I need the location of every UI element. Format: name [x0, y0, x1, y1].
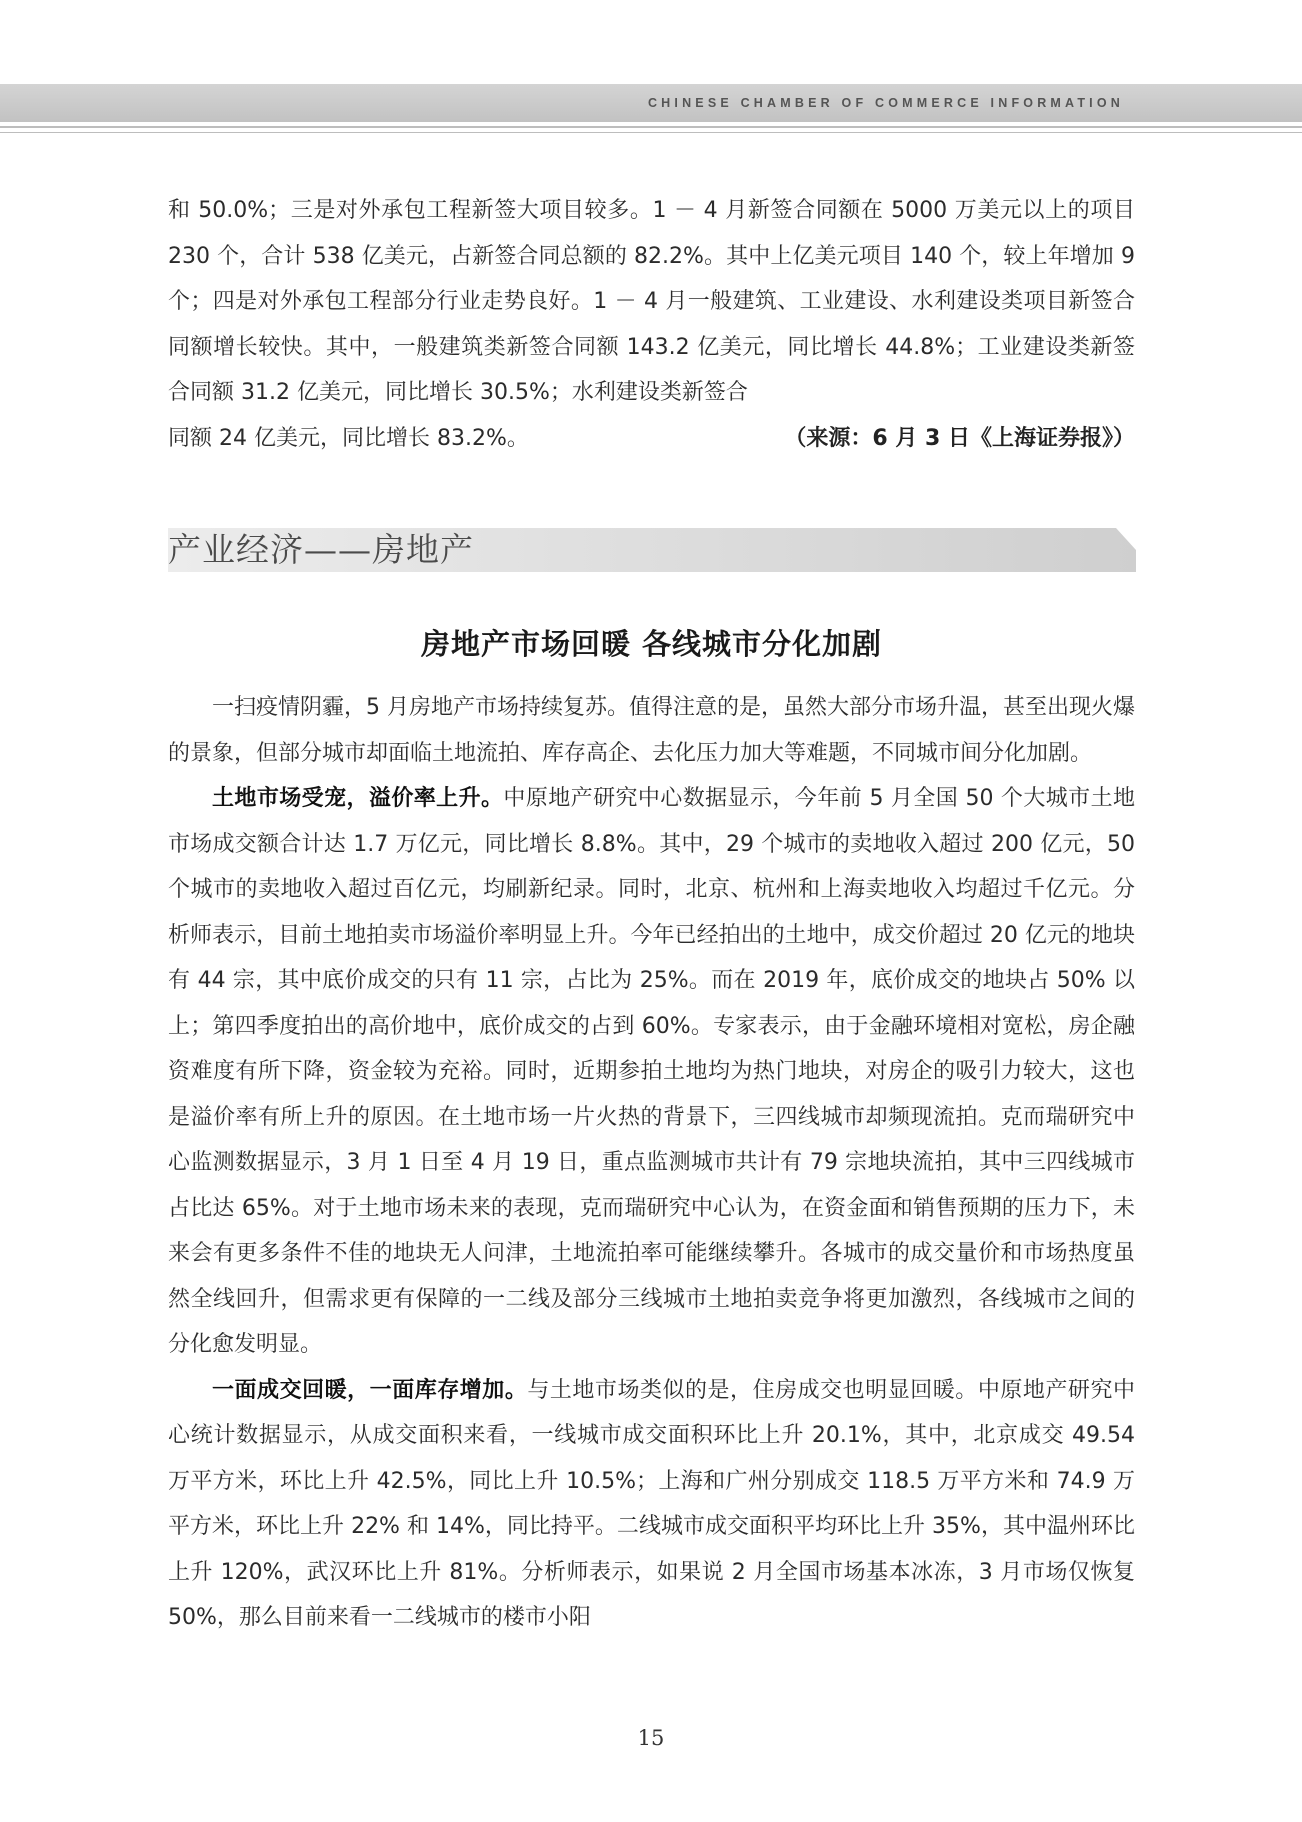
source-line [168, 416, 1135, 462]
source-citation: （来源：6 月 3 日《上海证券报》） [784, 425, 1135, 451]
article-paragraph-land [168, 776, 1135, 1368]
continuation-last-line: 同额 24 亿美元，同比增长 83.2%。 [168, 425, 529, 451]
article-intro: 一扫疫情阴霾，5 月房地产市场持续复苏。值得注意的是，虽然大部分市场升温，甚至出现火爆的景象，但部分城市却面临土地流拍、库存高企、去化压力加大等难题，不同城市间分化加剧。 [168, 695, 1135, 766]
running-header: CHINESE CHAMBER OF COMMERCE INFORMATION [647, 96, 1124, 110]
page-number: 15 [637, 1726, 665, 1750]
paragraph-lead: 一面成交回暖，一面库存增加。 [212, 1377, 528, 1403]
header-rule [0, 126, 1302, 128]
article-paragraph-housing [168, 1368, 1135, 1641]
article-title: 房地产市场回暖 各线城市分化加剧 [420, 627, 883, 661]
header-rule-thin [0, 132, 1302, 133]
paragraph-body: 中原地产研究中心数据显示，今年前 5 月全国 50 个大城市土地市场成交额合计达 1.7 万亿元，同比增长 8.8%。其中，29 个城市的卖地收入超过 200 亿元，50 个城市的卖地收入超过百亿元，均刷新纪录。同时，北京、杭州和上海卖地收入均超过千亿元。分析师表示，目前土地拍卖市场溢价率明显上升。今年已经拍出的土地中，成交价超过 20 亿元的地块有 44 宗，其中底价成交的只有 11 宗，占比为 25%。而在 2019 年，底价成交的地块占 50% 以上；第四季度拍出的高价地中，底价成交的占到 60%。专家表示，由于金融环境相对宽松，房企融资难度有所下降，资金较为充裕。同时，近期参拍土地均为热门地块，对房企的吸引力较大，这也是溢价率有所上升的原因。在土地市场一片火热的背景下，三四线城市却频现流拍。克而瑞研究中心监测数据显示，3 月 1 日至 4 月 19 日，重点监测城市共计有 79 宗地块流拍，其中三四线城市占比达 65%。对于土地市场未来的表现，克而瑞研究中心认为，在资金面和销售预期的压力下，未来会有更多条件不佳的地块无人问津，土地流拍率可能继续攀升。各城市的成交量价和市场热度虽然全线回升，但需求更有保障的一二线及部分三线城市土地拍卖竞争将更加激烈，各线城市之间的分化愈发明显。 [168, 786, 1135, 1357]
paragraph-body: 与土地市场类似的是，住房成交也明显回暖。中原地产研究中心统计数据显示，从成交面积来看，一线城市成交面积环比上升 20.1%，其中，北京成交 49.54 万平方米，环比上升 42.5%，同比上升 10.5%；上海和广州分别成交 118.5 万平方米和 74.9 万平方米，环比上升 22% 和 14%，同比持平。二线城市成交面积平均环比上升 35%，其中温州环比上升 120%，武汉环比上升 81%。分析师表示，如果说 2 月全国市场基本冰冻，3 月市场仅恢复 50%，那么目前来看一二线城市的楼市小阳 [168, 1377, 1135, 1630]
article-body [168, 685, 1135, 1641]
section-title: 产业经济——房地产 [168, 530, 474, 569]
paragraph-lead: 土地市场受宠，溢价率上升。 [212, 786, 504, 811]
continuation-paragraph: 和 50.0%；三是对外承包工程新签大项目较多。1 － 4 月新签合同额在 5000 万美元以上的项目 230 个，合计 538 亿美元，占新签合同总额的 82.2%。其中上亿美元项目 140 个，较上年增加 9 个；四是对外承包工程部分行业走势良好。1 － 4 月一般建筑、工业建设、水利建设类项目新签合同额增长较快。其中，一般建筑类新签合同额 143.2 亿美元，同比增长 44.8%；工业建设类新签合同额 31.2 亿美元，同比增长 30.5%；水利建设类新签合 [168, 198, 1135, 405]
continuation-block [168, 188, 1135, 461]
